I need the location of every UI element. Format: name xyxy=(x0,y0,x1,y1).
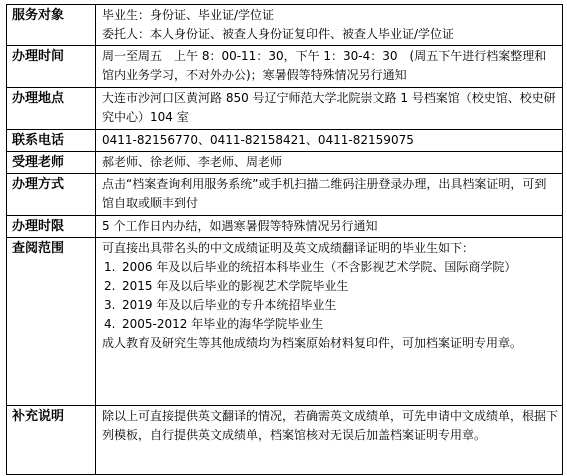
scope-intro: 可直接出具带名头的中文成绩证明及英文成绩翻译证明的毕业生如下： xyxy=(102,241,475,255)
target-line-graduate: 毕业生：身份证、毕业证/学位证 xyxy=(102,8,275,22)
label-hours: 办理时间 xyxy=(7,46,96,88)
scope-item-1-num: 1. xyxy=(104,260,116,274)
row-scope xyxy=(7,238,563,406)
row-target xyxy=(7,5,563,46)
scope-item-4-text: 2005-2012 年毕业的海华学院毕业生 xyxy=(122,317,324,331)
row-method xyxy=(7,174,563,216)
label-scope: 查阅范围 xyxy=(7,238,96,406)
content-scope xyxy=(96,238,563,406)
content-phone: 0411-82156770、0411-82158421、0411-82159075 xyxy=(96,130,563,152)
content-deadline: 5 个工作日内办结，如遇寒暑假等特殊情况另行通知 xyxy=(96,216,563,238)
label-staff: 受理老师 xyxy=(7,152,96,174)
scope-item-4-num: 4. xyxy=(104,317,116,331)
row-supplement xyxy=(7,406,563,475)
scope-item-4 xyxy=(102,315,558,334)
scope-item-2-text: 2015 年及以后毕业的影视艺术学院毕业生 xyxy=(122,279,349,293)
label-target: 服务对象 xyxy=(7,5,96,46)
label-location: 办理地点 xyxy=(7,88,96,130)
scope-item-3-num: 3. xyxy=(104,298,116,312)
content-location: 大连市沙河口区黄河路 850 号辽宁师范大学北院崇文路 1 号档案馆（校史馆、校史研究中心）104 室 xyxy=(96,88,563,130)
content-staff: 郝老师、徐老师、李老师、周老师 xyxy=(96,152,563,174)
row-staff xyxy=(7,152,563,174)
content-method: 点击“档案查询利用服务系统”或手机扫描二维码注册登录办理，出具档案证明，可到馆自取或顺丰到付 xyxy=(96,174,563,216)
scope-item-1 xyxy=(102,258,558,277)
content-hours: 周一至周五 上午 8：00-11：30，下午 1：30-4：30 (周五下午进行档案整理和馆内业务学习，不对外办公)；寒暑假等特殊情况另行通知 xyxy=(96,46,563,88)
target-line-agent: 委托人：本人身份证、被查人身份证复印件、被查人毕业证/学位证 xyxy=(102,27,455,41)
scope-item-3-text: 2019 年及以后毕业的专升本统招毕业生 xyxy=(122,298,337,312)
service-info-document xyxy=(6,4,562,471)
row-location xyxy=(7,88,563,130)
label-supplement: 补充说明 xyxy=(7,406,96,475)
scope-note: 成人教育及研究生等其他成绩均为档案原始材料复印件，可加档案证明专用章。 xyxy=(102,336,523,350)
label-deadline: 办理时限 xyxy=(7,216,96,238)
label-method: 办理方式 xyxy=(7,174,96,216)
row-phone xyxy=(7,130,563,152)
scope-item-2-num: 2. xyxy=(104,279,116,293)
scope-item-3 xyxy=(102,296,558,315)
scope-item-1-text: 2006 年及以后毕业的统招本科毕业生（不含影视艺术学院、国际商学院） xyxy=(122,260,517,274)
scope-item-2 xyxy=(102,277,558,296)
content-supplement: 除以上可直接提供英文翻译的情况，若确需英文成绩单，可先申请中文成绩单，根据下列模板，自行提供英文成绩单，档案馆核对无误后加盖档案证明专用章。 xyxy=(96,406,563,475)
row-deadline xyxy=(7,216,563,238)
content-target xyxy=(96,5,563,46)
label-phone: 联系电话 xyxy=(7,130,96,152)
service-info-table xyxy=(6,4,563,475)
row-hours xyxy=(7,46,563,88)
